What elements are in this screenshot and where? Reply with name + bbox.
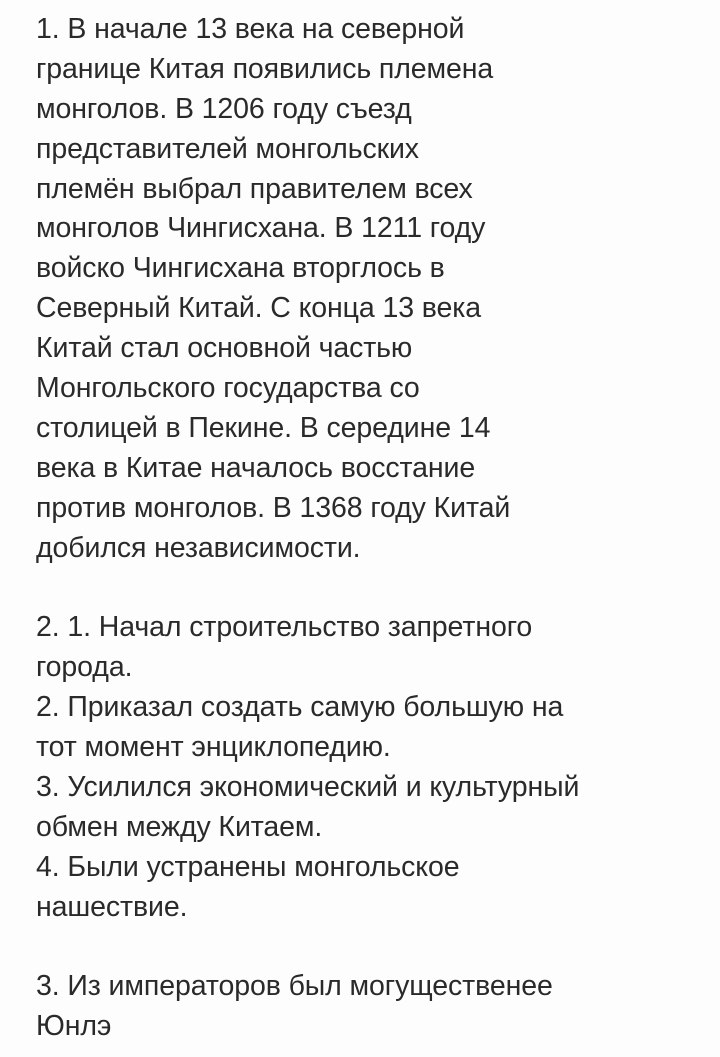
- answer-section-3: [36, 967, 700, 1047]
- text-line: тот момент энциклопедию.: [36, 731, 391, 764]
- text-line: войско Чингисхана вторглось в: [36, 252, 445, 285]
- text-line: Северный Китай. С конца 13 века: [36, 292, 481, 325]
- text-line: 2. 1. Начал строительство запретного: [36, 611, 533, 644]
- text-line: представителей монгольских: [36, 132, 419, 165]
- text-line: против монголов. В 1368 году Китай: [36, 491, 511, 524]
- text-line: племён выбрал правителем всех: [36, 172, 473, 205]
- text-line: Монгольского государства со: [36, 372, 420, 405]
- text-line: нашествие.: [36, 890, 188, 923]
- answer-section-2: [36, 608, 700, 927]
- text-line: 1. В начале 13 века на северной: [36, 13, 465, 45]
- answer-section-1: [36, 10, 700, 568]
- text-line: 4. Были устранены монгольское: [36, 850, 460, 883]
- text-line: границе Китая появились племена: [36, 52, 494, 85]
- paragraph-spacer: [36, 568, 700, 608]
- text-line: 3. Из императоров был могущественее: [36, 970, 553, 1003]
- text-line: Китай стал основной частью: [36, 332, 413, 365]
- text-line: 3. Усилился экономический и культурный: [36, 770, 580, 803]
- text-line: века в Китае началось восстание: [36, 451, 476, 484]
- text-line: Юнлэ: [36, 1010, 112, 1043]
- text-line: 2. Приказал создать самую большую на: [36, 691, 564, 724]
- text-line: монголов. В 1206 году съезд: [36, 92, 412, 125]
- text-line: обмен между Китаем.: [36, 810, 323, 843]
- text-line: столицей в Пекине. В середине 14: [36, 411, 491, 444]
- text-line: города.: [36, 651, 133, 684]
- paragraph-spacer: [36, 927, 700, 967]
- text-line: монголов Чингисхана. В 1211 году: [36, 212, 486, 245]
- text-line: добился независимости.: [36, 531, 361, 564]
